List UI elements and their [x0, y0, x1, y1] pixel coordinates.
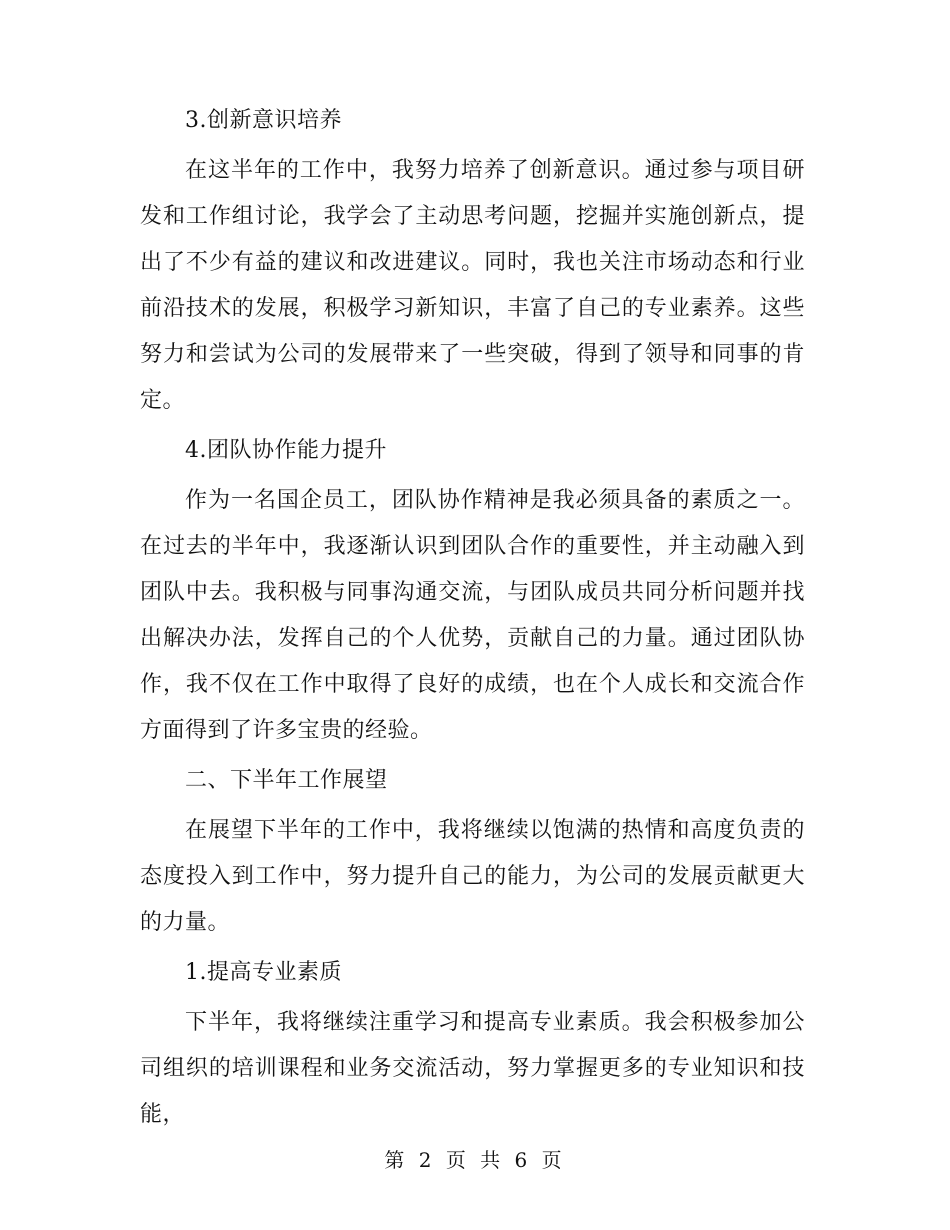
section-heading-professional-quality: 1.提高专业素质 [185, 960, 342, 985]
paragraph-innovation: 在这半年的工作中，我努力培养了创新意识。通过参与项目研发和工作组讨论，我学会了主动思考问题，挖掘并实施创新点，提出了不少有益的建议和改进建议。同时，我也关注市场动态和行业前沿技术的发展，积极学习新知识，丰富了自己的专业素养。这些努力和尝试为公司的发展带来了一些突破，得到了领导和同事的肯定。 [140, 158, 805, 413]
section-heading-outlook: 二、下半年工作展望 [185, 768, 388, 793]
paragraph-professional-quality: 下半年，我将继续注重学习和提高专业素质。我会积极参加公司组织的培训课程和业务交流活动，努力掌握更多的专业知识和技能， [140, 1010, 805, 1127]
page-number-footer: 第 2 页 共 6 页 [384, 1148, 566, 1172]
section-heading-innovation: 3.创新意识培养 [185, 108, 342, 133]
section-heading-teamwork: 4.团队协作能力提升 [185, 438, 387, 463]
paragraph-teamwork: 作为一名国企员工，团队协作精神是我必须具备的素质之一。在过去的半年中，我逐渐认识到团队合作的重要性，并主动融入到团队中去。我积极与同事沟通交流，与团队成员共同分析问题并找出解决办法，发挥自己的个人优势，贡献自己的力量。通过团队协作，我不仅在工作中取得了良好的成绩，也在个人成长和交流合作方面得到了许多宝贵的经验。 [140, 488, 805, 743]
document-body [140, 98, 805, 1138]
paragraph-outlook: 在展望下半年的工作中，我将继续以饱满的热情和高度负责的态度投入到工作中，努力提升自己的能力，为公司的发展贡献更大的力量。 [140, 818, 805, 935]
